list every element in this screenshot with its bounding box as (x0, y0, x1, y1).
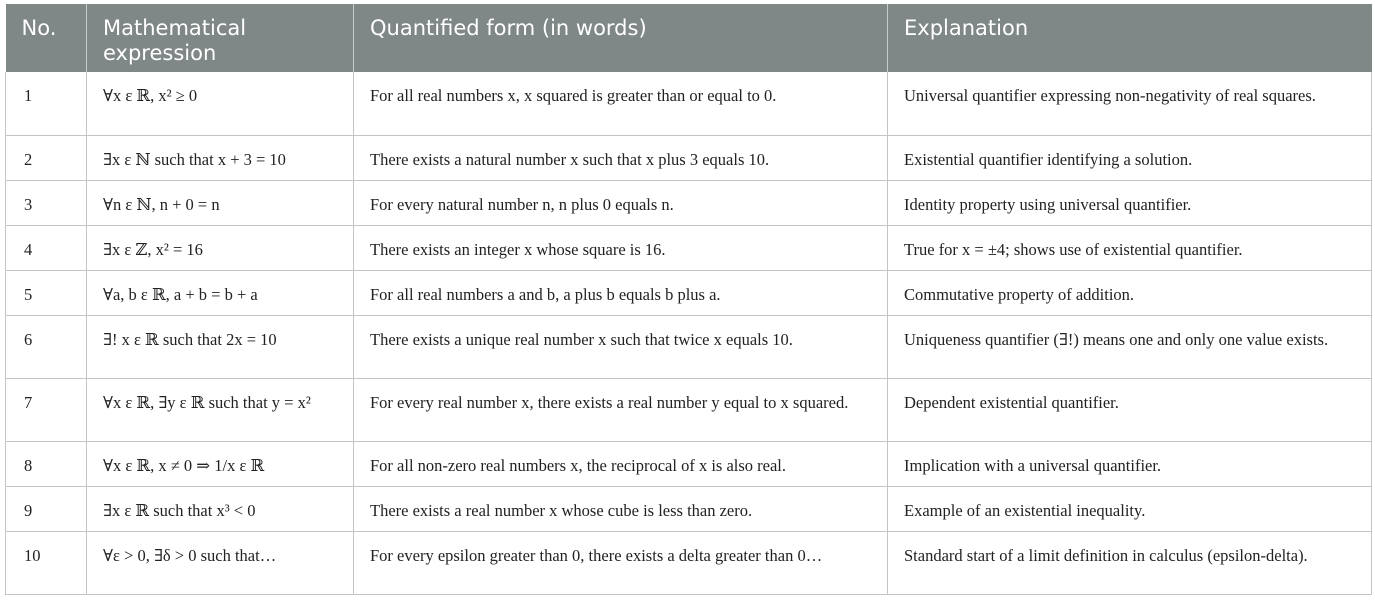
cell-expression: ∀x ε ℝ, x ≠ 0 ⇒ 1/x ε ℝ (87, 441, 354, 486)
table-row (6, 531, 1372, 594)
table-body (6, 72, 1372, 594)
cell-quantified: There exists a unique real number x such that twice x equals 10. (354, 315, 888, 378)
quantifier-table-container (5, 4, 1371, 595)
quantifier-table (5, 4, 1372, 595)
header-row (6, 4, 1372, 72)
table-row (6, 378, 1372, 441)
cell-no: 6 (6, 315, 87, 378)
cell-quantified: For every epsilon greater than 0, there exists a delta greater than 0… (354, 531, 888, 594)
cell-expression: ∃x ε ℤ, x² = 16 (87, 225, 354, 270)
table-row (6, 135, 1372, 180)
cell-no: 7 (6, 378, 87, 441)
table-row (6, 486, 1372, 531)
cell-explanation: Uniqueness quantifier (∃!) means one and only one value exists. (888, 315, 1372, 378)
cell-quantified: There exists a real number x whose cube is less than zero. (354, 486, 888, 531)
table-row (6, 315, 1372, 378)
table-row (6, 72, 1372, 135)
column-header-quantified: Quantified form (in words) (354, 4, 888, 72)
cell-explanation: Dependent existential quantifier. (888, 378, 1372, 441)
cell-explanation: True for x = ±4; shows use of existential quantifier. (888, 225, 1372, 270)
cell-no: 1 (6, 72, 87, 135)
cell-no: 9 (6, 486, 87, 531)
cell-quantified: For all non-zero real numbers x, the reciprocal of x is also real. (354, 441, 888, 486)
table-row (6, 441, 1372, 486)
cell-expression: ∃x ε ℕ such that x + 3 = 10 (87, 135, 354, 180)
cell-explanation: Commutative property of addition. (888, 270, 1372, 315)
cell-expression: ∃x ε ℝ such that x³ < 0 (87, 486, 354, 531)
cell-no: 4 (6, 225, 87, 270)
cell-no: 8 (6, 441, 87, 486)
cell-quantified: There exists an integer x whose square is 16. (354, 225, 888, 270)
cell-explanation: Example of an existential inequality. (888, 486, 1372, 531)
column-header-explanation: Explanation (888, 4, 1372, 72)
cell-quantified: There exists a natural number x such that x plus 3 equals 10. (354, 135, 888, 180)
cell-expression: ∀x ε ℝ, x² ≥ 0 (87, 72, 354, 135)
table-row (6, 180, 1372, 225)
cell-expression: ∃! x ε ℝ such that 2x = 10 (87, 315, 354, 378)
cell-expression: ∀x ε ℝ, ∃y ε ℝ such that y = x² (87, 378, 354, 441)
cell-quantified: For every natural number n, n plus 0 equals n. (354, 180, 888, 225)
cell-quantified: For all real numbers a and b, a plus b equals b plus a. (354, 270, 888, 315)
table-header (6, 4, 1372, 72)
table-row (6, 225, 1372, 270)
column-header-expression: Mathematical expression (87, 4, 354, 72)
cell-quantified: For all real numbers x, x squared is greater than or equal to 0. (354, 72, 888, 135)
cell-no: 2 (6, 135, 87, 180)
cell-explanation: Existential quantifier identifying a solution. (888, 135, 1372, 180)
cell-expression: ∀n ε ℕ, n + 0 = n (87, 180, 354, 225)
cell-no: 3 (6, 180, 87, 225)
cell-explanation: Universal quantifier expressing non-negativity of real squares. (888, 72, 1372, 135)
cell-explanation: Identity property using universal quantifier. (888, 180, 1372, 225)
cell-no: 10 (6, 531, 87, 594)
table-row (6, 270, 1372, 315)
cell-no: 5 (6, 270, 87, 315)
cell-expression: ∀ε > 0, ∃δ > 0 such that… (87, 531, 354, 594)
column-header-no: No. (6, 4, 87, 72)
cell-expression: ∀a, b ε ℝ, a + b = b + a (87, 270, 354, 315)
cell-explanation: Standard start of a limit definition in calculus (epsilon-delta). (888, 531, 1372, 594)
cell-explanation: Implication with a universal quantifier. (888, 441, 1372, 486)
cell-quantified: For every real number x, there exists a real number y equal to x squared. (354, 378, 888, 441)
